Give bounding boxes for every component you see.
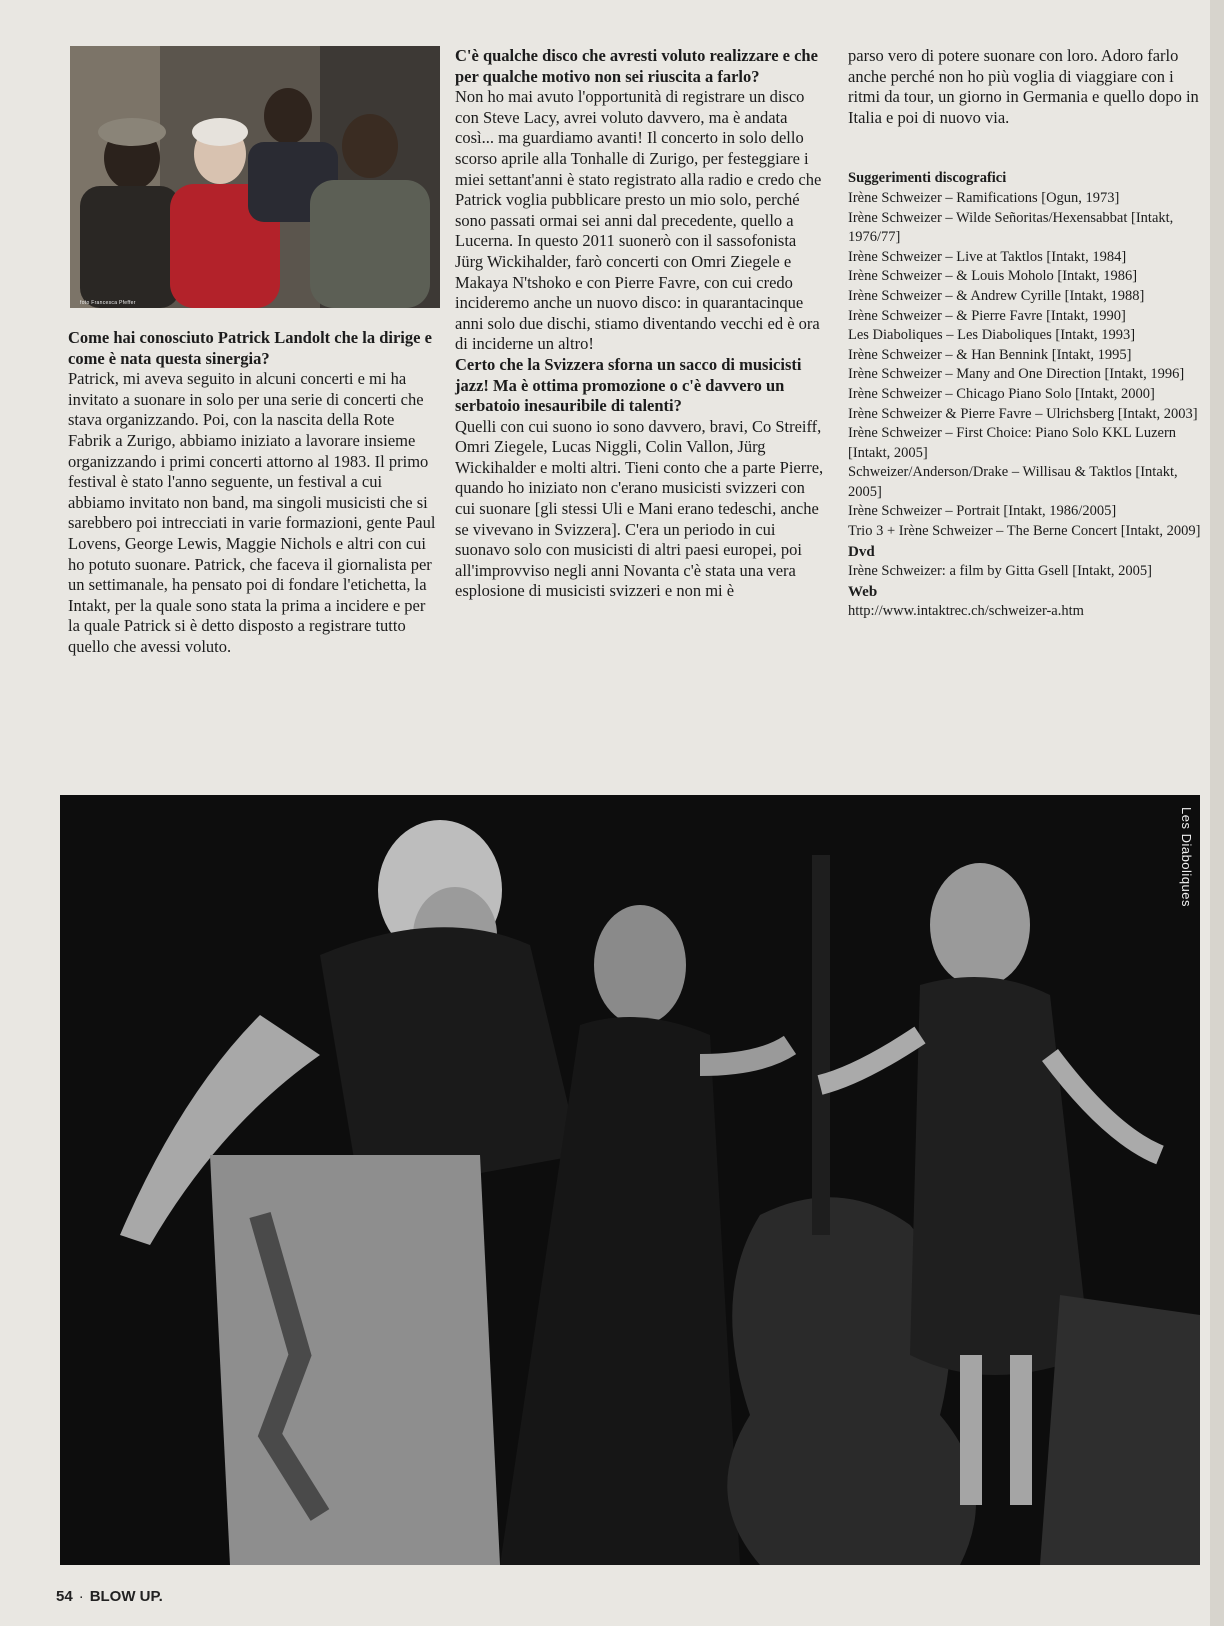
photo-caption: Les Diaboliques xyxy=(1179,807,1194,908)
discography-item: Irène Schweizer – Chicago Piano Solo [Intakt, 2000] xyxy=(848,385,1155,402)
column-2 xyxy=(455,46,825,602)
discography-item: Irène Schweizer – & Andrew Cyrille [Intakt, 1988] xyxy=(848,287,1145,304)
footer-separator: · xyxy=(78,1588,84,1605)
page-footer xyxy=(56,1588,163,1605)
interview-question: Come hai conosciuto Patrick Landolt che la dirige e come è nata questa sinergia? xyxy=(68,328,432,368)
column-3 xyxy=(848,46,1208,622)
discography-item: Trio 3 + Irène Schweizer – The Berne Concert [Intakt, 2009] xyxy=(848,523,1201,540)
interview-question: C'è qualche disco che avresti voluto realizzare e che per qualche motivo non sei riuscita a farlo? xyxy=(455,46,818,86)
discography-item: Irène Schweizer – & Han Bennink [Intakt, 1995] xyxy=(848,346,1132,363)
discography-item: Irène Schweizer – First Choice: Piano Solo KKL Luzern [Intakt, 2005] xyxy=(848,425,1177,461)
interview-question: Certo che la Svizzera sforna un sacco di musicisti jazz! Ma è ottima promozione o c'è davvero un serbatoio inesauribile di talenti? xyxy=(455,354,802,416)
discography-item: Irène Schweizer – Many and One Direction [Intakt, 1996] xyxy=(848,366,1185,383)
magazine-name: BLOW UP. xyxy=(89,1588,163,1605)
discography-item: Irène Schweizer – Wilde Señoritas/Hexensabbat [Intakt, 1976/77] xyxy=(848,209,1174,246)
interview-answer: Patrick, mi aveva seguito in alcuni concerti e mi ha invitato a suonare in solo per una serie di concerti che stava organizzando. Poi, con la nascita della Rote Fabrik a Zurigo, abbiamo iniziato a lavorare insieme organizzando i primi concerti attorno al 1983. Il primo festival è stato l'anno seguente, un festival a cui abbiamo invitato non band, ma singoli musicisti che si sarebbero poi intrecciati in varie formazioni, gente Paul Lovens, George Lewis, Maggie Nichols e altri con cui ho potuto suonare. Patrick, che faceva il giornalista per un settimanale, ha pensato poi di fondare l'etichetta, la Intakt, per la quale sono stata la prima a incidere e per la quale Patrick si è detto disposto a registrare tutto quello che avessi voluto. xyxy=(68,369,436,656)
discography-item: Irène Schweizer – Ramifications [Ogun, 1973] xyxy=(848,189,1120,206)
discography-item: Schweizer/Anderson/Drake – Willisau & Taktlos [Intakt, 2005] xyxy=(848,464,1178,500)
discography-item: Les Diaboliques – Les Diaboliques [Intakt, 1993] xyxy=(848,327,1136,344)
page-edge xyxy=(1210,0,1224,1626)
interview-answer: Quelli con cui suono io sono davvero, bravi, Co Streiff, Omri Ziegele, Lucas Niggli, Colin Vallon, Jürg Wickihalder e molti altri. Tieni conto che a parte Pierre, quando ho iniziato non c'erano musicisti svizzeri con cui suonare [gli stessi Uli e Mani erano tedeschi, anche se vivevano in Svizzera]. C'era un periodo in cui suonavo solo con musicisti di altri paesi europei, poi all'improvviso negli anni Novanta c'è stata una vera esplosione di musicisti svizzeri e non mi è xyxy=(455,416,824,601)
photo-credit: foto Francesca Pfeffer xyxy=(80,300,136,306)
discography-heading: Suggerimenti discografici xyxy=(848,170,1007,187)
bottom-photo-figures xyxy=(60,795,1200,1565)
dvd-heading: Dvd xyxy=(848,543,875,560)
discography-item: Irène Schweizer – & Louis Moholo [Intakt, 1986] xyxy=(848,268,1138,285)
discography-item: Irène Schweizer & Pierre Favre – Ulrichsberg [Intakt, 2003] xyxy=(848,405,1198,422)
discography-item: Irène Schweizer – & Pierre Favre [Intakt, 1990] xyxy=(848,307,1126,324)
interview-answer-continuation: parso vero di potere suonare con loro. Adoro farlo anche perché non ho più voglia di viaggiare con i ritmi da tour, un giorno in Germania e quello dopo in Italia e poi di nuovo via. xyxy=(848,46,1199,127)
page-number: 54 xyxy=(56,1588,73,1605)
discography-list xyxy=(848,189,1208,542)
column-1 xyxy=(68,328,436,658)
dvd-item: Irène Schweizer: a film by Gitta Gsell [Intakt, 2005] xyxy=(848,563,1152,580)
top-photo-figures xyxy=(70,46,440,308)
interview-answer: Non ho mai avuto l'opportunità di registrare un disco con Steve Lacy, avrei voluto davvero, ma è andata così... ma guardiamo avanti! Il concerto in solo dello scorso aprile alla Tonhalle di Zurigo, per festeggiare i miei settant'anni è stato registrato alla radio e credo che Patrick voglia pubblicare presto un mio solo, perché sono passati ormai sei anni dal precedente, quello a Lucerna. In questo 2011 suonerò con il sassofonista Jürg Wickihalder, farò concerti con Omri Ziegele e Makaya N'tshoko e con Pierre Favre, con cui credo incideremo anche un nuovo disco: in quarantacinque anni solo due dischi, stiamo diventando vecchi ed è ora di inciderne un altro! xyxy=(455,87,822,354)
bottom-photo xyxy=(60,795,1200,1565)
top-photo xyxy=(70,46,440,308)
discography-item: Irène Schweizer – Portrait [Intakt, 1986/2005] xyxy=(848,503,1117,520)
web-heading: Web xyxy=(848,583,878,600)
discography-item: Irène Schweizer – Live at Taktlos [Intakt, 1984] xyxy=(848,248,1127,265)
web-link[interactable]: http://www.intaktrec.ch/schweizer-a.htm xyxy=(848,603,1084,620)
